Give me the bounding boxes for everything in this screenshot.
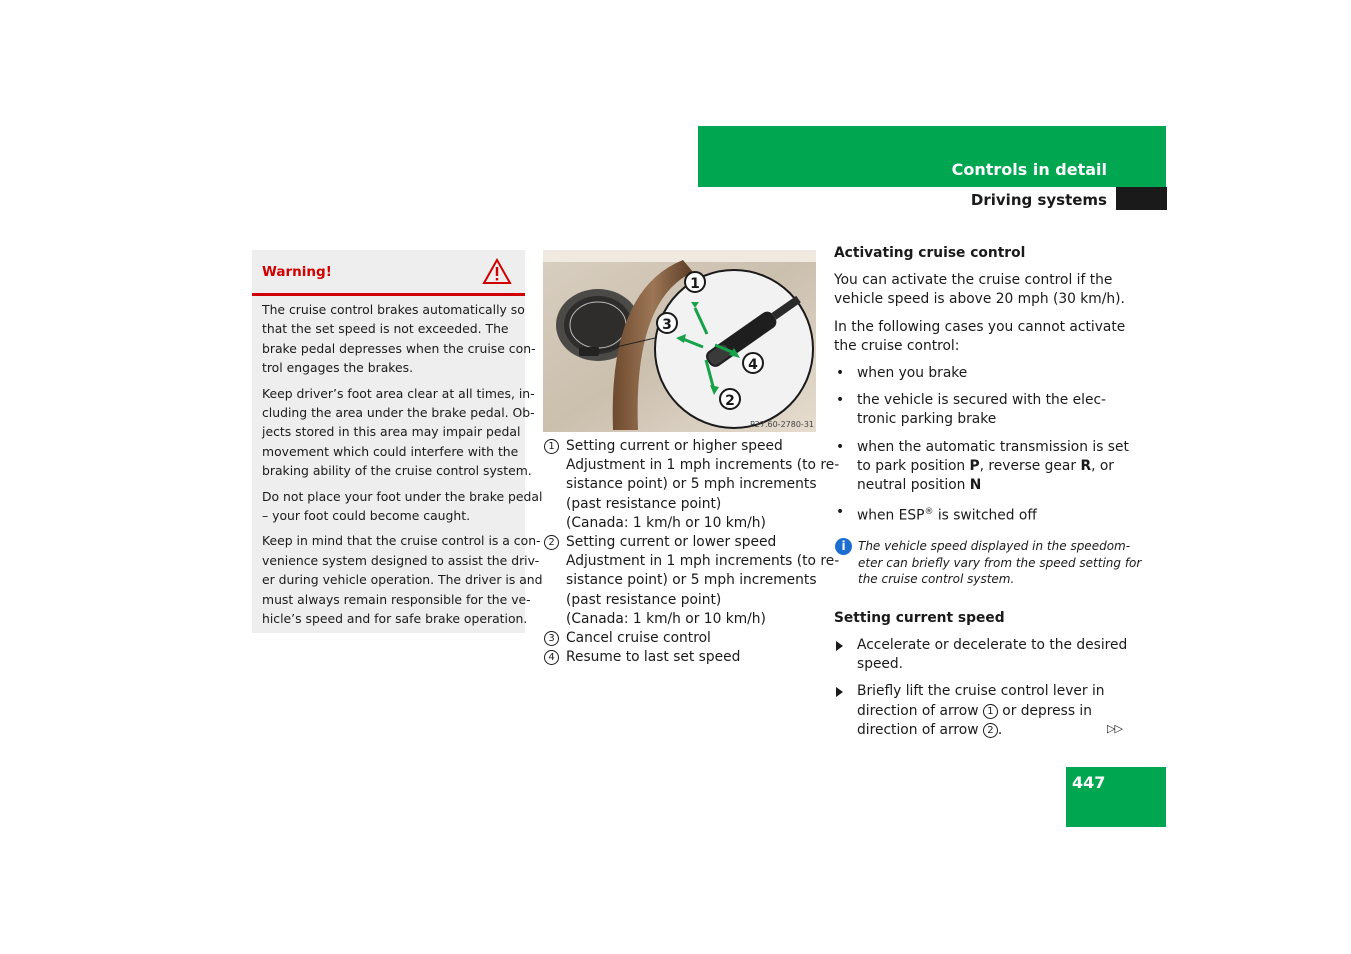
text-line: speed. xyxy=(857,656,904,673)
text-span: , or xyxy=(1091,457,1114,474)
text-line: Keep driver’s foot area clear at all times, in- xyxy=(262,385,535,401)
warning-paragraph xyxy=(262,487,543,526)
list-item xyxy=(543,437,840,533)
list-item xyxy=(543,533,840,629)
warning-divider xyxy=(252,293,525,296)
text-span: direction of arrow xyxy=(857,702,983,719)
info-note xyxy=(834,538,1142,588)
bullet-icon: • xyxy=(836,365,845,382)
section-title: Controls in detail xyxy=(951,160,1107,179)
text-line: Keep in mind that the cruise control is a con- xyxy=(262,533,541,549)
gear-letter: N xyxy=(969,477,982,494)
text-line: tronic parking brake xyxy=(857,411,997,428)
text-line: the cruise control: xyxy=(834,337,960,354)
text-line: Adjustment in 1 mph increments (to re- xyxy=(566,457,840,474)
text-line: (past resistance point) xyxy=(566,591,722,608)
list-item xyxy=(543,648,823,667)
list-item xyxy=(834,391,1134,429)
text-line: Do not place your foot under the brake pedal xyxy=(262,488,543,504)
text-line: In the following cases you cannot activate xyxy=(834,318,1126,335)
text-span: direction of arrow xyxy=(857,721,983,738)
gear-letter: R xyxy=(1080,457,1092,474)
warning-paragraph xyxy=(262,384,535,481)
text-line: sistance point) or 5 mph increments xyxy=(566,476,817,493)
callout-number: 1 xyxy=(983,704,998,719)
text-line: that the set speed is not exceeded. The xyxy=(262,321,509,337)
text-line: braking ability of the cruise control system. xyxy=(262,463,532,479)
warning-box xyxy=(252,250,543,633)
text-line: Resume to last set speed xyxy=(566,649,741,666)
text-line: Accelerate or decelerate to the desired xyxy=(857,637,1128,654)
bullet-icon: • xyxy=(836,504,845,521)
text-span: when ESP xyxy=(857,507,925,524)
paragraph xyxy=(834,318,1134,356)
figure-code: P27.60-2780-31 xyxy=(749,420,814,429)
list-item xyxy=(834,636,1134,674)
text-line: – your foot could become caught. xyxy=(262,508,471,524)
text-line: Briefly lift the cruise control lever in xyxy=(857,683,1105,700)
callout-number: 4 xyxy=(544,650,559,665)
warning-triangle-icon xyxy=(482,258,512,285)
callout-label: 2 xyxy=(725,393,735,409)
text-line: must always remain responsible for the ve- xyxy=(262,591,531,607)
text-span: to park position xyxy=(857,457,970,474)
warning-paragraph xyxy=(262,300,536,378)
text-line: The cruise control brakes automatically so xyxy=(262,302,525,317)
heading-activating: Activating cruise control xyxy=(834,245,1026,261)
text-line: Cancel cruise control xyxy=(566,630,711,647)
text-line: The vehicle speed displayed in the speedom- xyxy=(858,539,1131,554)
text-line: (Canada: 1 km/h or 10 km/h) xyxy=(566,514,766,531)
text-line: when the automatic transmission is set xyxy=(857,438,1129,455)
text-line xyxy=(857,476,1134,495)
text-line: Setting current or lower speed xyxy=(566,534,777,551)
callout-number: 2 xyxy=(544,535,559,550)
header-marker xyxy=(1116,187,1167,210)
text-span: neutral position xyxy=(857,477,970,494)
list-item xyxy=(834,682,1134,740)
list-item xyxy=(834,364,1134,383)
text-span: , reverse gear xyxy=(979,457,1081,474)
text-span: or depress in xyxy=(997,702,1092,719)
step-arrow-icon xyxy=(836,687,843,697)
text-line: jects stored in this area may impair pedal xyxy=(262,424,521,440)
text-line: hicle’s speed and for safe brake operation. xyxy=(262,611,528,627)
callout-label: 4 xyxy=(748,357,758,373)
bullet-icon: • xyxy=(836,438,845,455)
callout-label: 3 xyxy=(662,317,672,333)
text-line: (past resistance point) xyxy=(566,495,722,512)
text-line xyxy=(857,503,1134,526)
text-line: the vehicle is secured with the elec- xyxy=(857,392,1107,409)
figure-legend xyxy=(543,437,840,667)
warning-title: Warning! xyxy=(262,264,332,280)
paragraph xyxy=(834,271,1134,309)
text-line: sistance point) or 5 mph increments xyxy=(566,572,817,589)
lever-illustration xyxy=(543,250,816,432)
text-line: cluding the area under the brake pedal. Ob- xyxy=(262,405,535,421)
text-line: (Canada: 1 km/h or 10 km/h) xyxy=(566,610,766,627)
text-line: Setting current or higher speed xyxy=(566,438,783,454)
list-item xyxy=(834,438,1134,496)
page-number: 447 xyxy=(1072,773,1106,792)
list-item xyxy=(834,503,1134,526)
warning-text xyxy=(262,300,543,635)
step-arrow-icon xyxy=(836,641,843,651)
text-line: You can activate the cruise control if the xyxy=(834,272,1113,289)
bullet-icon: • xyxy=(836,392,845,409)
right-column xyxy=(834,244,1142,748)
info-icon: i xyxy=(835,538,852,555)
gear-letter: P xyxy=(969,457,980,474)
continued-icon: ▷▷ xyxy=(1107,722,1122,735)
text-line: trol engages the brakes. xyxy=(262,360,414,376)
list-item xyxy=(543,629,823,648)
text-line xyxy=(857,721,1134,740)
text-line: venience system designed to assist the driv- xyxy=(262,552,540,568)
callout-number: 1 xyxy=(544,439,559,454)
text-line: brake pedal depresses when the cruise con- xyxy=(262,340,536,356)
callout-number: 2 xyxy=(983,723,998,738)
text-line: er during vehicle operation. The driver is and xyxy=(262,572,543,588)
warning-paragraph xyxy=(262,531,543,628)
text-line: eter can briefly vary from the speed setting for xyxy=(858,555,1142,570)
text-span: . xyxy=(997,721,1003,738)
text-line: movement which could interfere with the xyxy=(262,443,519,459)
text-line: Adjustment in 1 mph increments (to re- xyxy=(566,553,840,570)
text-line xyxy=(857,457,1134,476)
text-line: vehicle speed is above 20 mph (30 km/h). xyxy=(834,291,1125,308)
callout-number: 3 xyxy=(544,631,559,646)
text-line xyxy=(857,702,1134,721)
text-span: is switched off xyxy=(933,507,1037,524)
cruise-control-lever-photo xyxy=(543,250,816,432)
text-line: the cruise control system. xyxy=(858,572,1015,587)
subsection-title: Driving systems xyxy=(970,191,1107,209)
heading-setting-speed: Setting current speed xyxy=(834,609,1005,626)
text-line: when you brake xyxy=(857,365,968,382)
registered-mark: ® xyxy=(924,507,934,518)
callout-label: 1 xyxy=(690,276,700,292)
